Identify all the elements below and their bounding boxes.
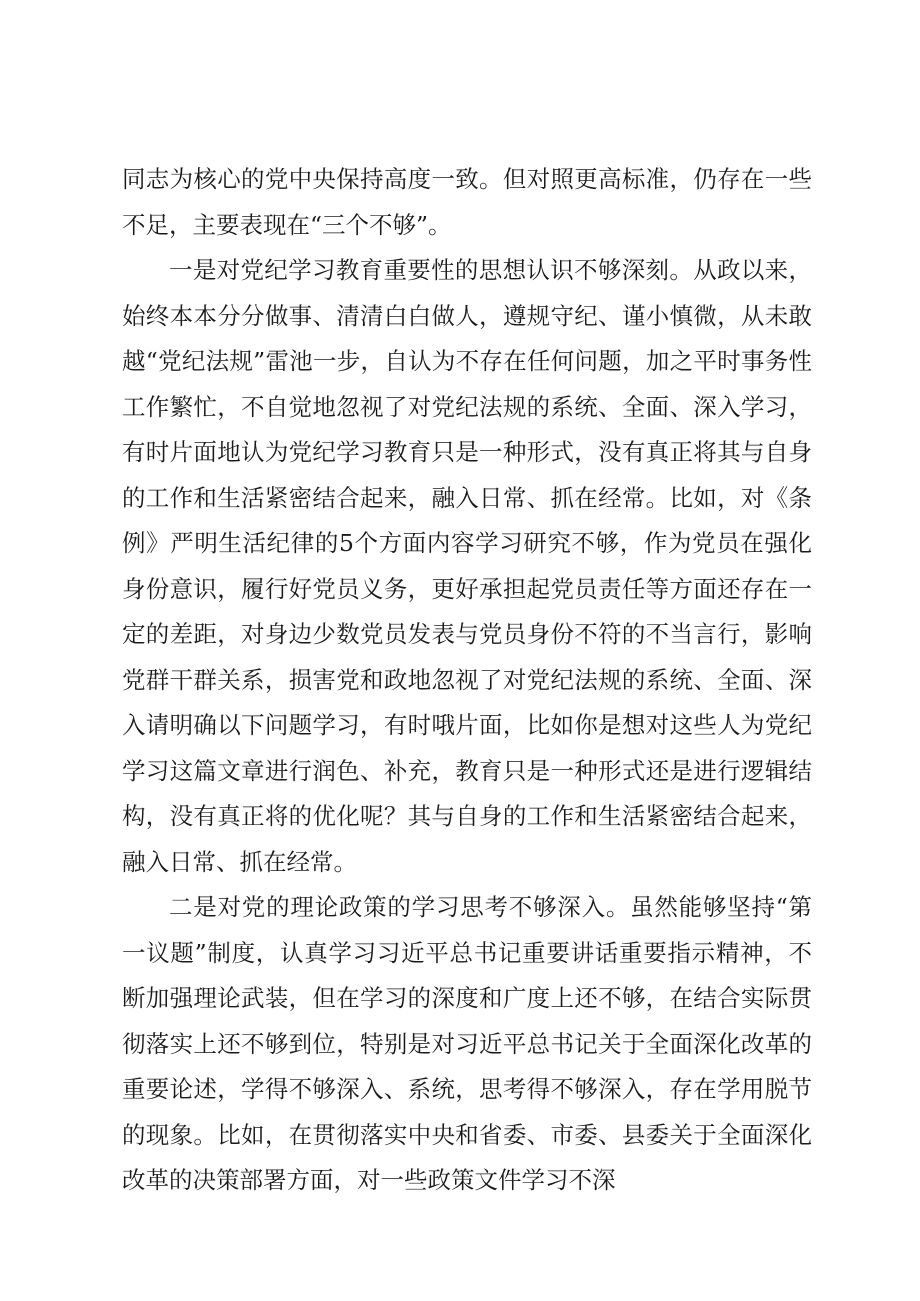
paragraph-continuation: 同志为核心的党中央保持高度一致。但对照更高标准，仍存在一些不足，主要表现在“三个不够”。 — [122, 165, 812, 239]
paragraph-point-two: 二是对党的理论政策的学习思考不够深入。虽然能够坚持“第一议题”制度，认真学习习近平总书记重要讲话重要指示精神，不断加强理论武装，但在学习的深度和广度上还不够，在结合实际贯彻落实上还不够到位，特别是对习近平总书记关于全面深化改革的重要论述，学得不够深入、系统，思考得不够深入，存在学用脱节的现象。比如，在贯彻落实中央和省委、市委、县委关于全面深化改革的决策部署方面，对一些政策文件学习不深 — [122, 893, 812, 1194]
paragraph-point-one: 一是对党纪学习教育重要性的思想认识不够深刻。从政以来，始终本本分分做事、清清白白做人，遵规守纪、谨小慎微，从未敢越“党纪法规”雷池一步，自认为不存在任何问题，加之平时事务性工作繁忙，不自觉地忽视了对党纪法规的系统、全面、深入学习，有时片面地认为党纪学习教育只是一种形式，没有真正将其与自身的工作和生活紧密结合起来，融入日常、抓在经常。比如，对《条例》严明生活纪律的5个方面内容学习研究不够，作为党员在强化身份意识，履行好党员义务，更好承担起党员责任等方面还存在一定的差距，对身边少数党员发表与党员身份不符的不当言行，影响党群干群关系，损害党和政地忽视了对党纪法规的系统、全面、深入请明确以下问题学习，有时哦片面，比如你是想对这些人为党纪学习这篇文章进行润色、补充，教育只是一种形式还是进行逻辑结构，没有真正将的优化呢？其与自身的工作和生活紧密结合起来，融入日常、抓在经常。 — [122, 256, 812, 876]
document-body — [122, 157, 812, 1204]
